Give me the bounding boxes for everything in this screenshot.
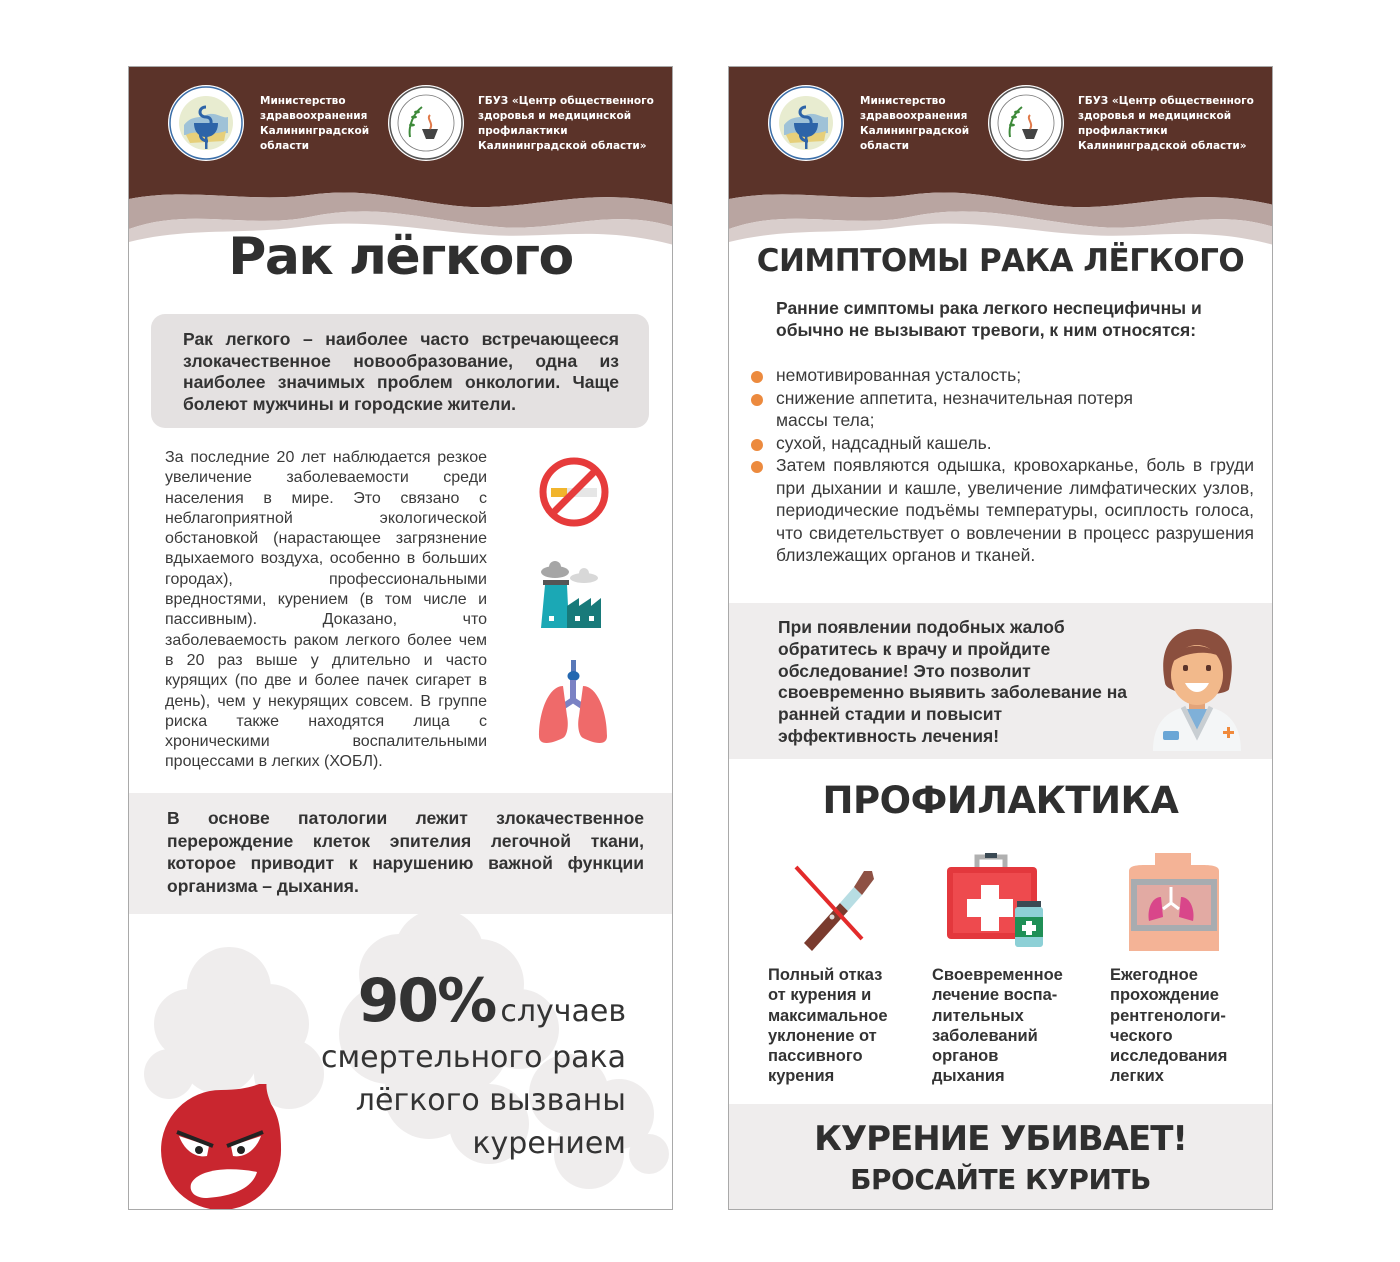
public-health-center-emblem-icon bbox=[988, 85, 1064, 161]
doctor-advice-box bbox=[729, 603, 1272, 759]
risk-factors-text: За последние 20 лет наблюдается резкое увеличение заболеваемости среди населения в мире. Это связано с неблагоприятной экологической обстановкой (нарастающее загрязнение вдыхаемого воздуха, особенно в больших городах), профессиональными вредностями, курением (в том числе и пассивным). Доказано, что заболеваемость раком легкого более чем в 20 раз выше у длительно и часто курящих (по две и более пачек сигарет в день), чем у некурящих совсем. В группе риска также находятся лица с хроническими воспалительными процессами в легких (ХОБЛ). bbox=[165, 449, 487, 771]
prevention-text-2: Своевременное лечение воспа- лительных заболеваний органов дыхания bbox=[932, 966, 1063, 1086]
list-item: сухой, надсадный кашель. bbox=[749, 432, 1254, 455]
bullet-icon bbox=[751, 371, 763, 383]
chest-xray-icon bbox=[1119, 851, 1229, 951]
prevention-text-1: Полный отказ от курения и максимальное уклонение от пассивного курения bbox=[768, 966, 888, 1086]
doctor-avatar-icon bbox=[1147, 623, 1247, 751]
right-leaflet-panel bbox=[728, 66, 1273, 1210]
leaflet-header bbox=[129, 67, 672, 247]
lungs-icon bbox=[529, 656, 619, 756]
symptoms-title: СИМПТОМЫ РАКА ЛЁГКОГО bbox=[756, 243, 1245, 279]
prevention-title: ПРОФИЛАКТИКА bbox=[822, 779, 1179, 822]
intro-text: Рак легкого – наиболее часто встречающееся злокачественное новообразование, одна из наиболее значимых проблем онкологии. Чаще болеют мужчины и городские жители. bbox=[183, 329, 619, 414]
bullet-icon bbox=[751, 394, 763, 406]
doctor-advice-text: При появлении подобных жалоб обратитесь к врачу и пройдите обследование! Это позволит своевременно выявить заболевание на ранней стадии и повысит эффективность лечения! bbox=[778, 617, 1127, 746]
public-health-center-emblem-icon bbox=[388, 85, 464, 161]
left-leaflet-panel bbox=[128, 66, 673, 1210]
factory-pollution-icon bbox=[529, 556, 619, 646]
bullet-icon bbox=[751, 439, 763, 451]
bullet-icon bbox=[751, 461, 763, 473]
slogan-main: КУРЕНИЕ УБИВАЕТ! bbox=[814, 1119, 1187, 1159]
ministry-health-emblem-icon bbox=[768, 85, 844, 161]
slogan-box bbox=[729, 1104, 1272, 1210]
public-health-center-name: ГБУЗ «Центр общественного здоровья и медицинской профилактики Калининградской области» bbox=[478, 95, 654, 152]
leaflet-header bbox=[729, 67, 1272, 247]
angry-face-icon bbox=[157, 1084, 285, 1210]
ministry-health-emblem-icon bbox=[168, 85, 244, 161]
statistic-section bbox=[129, 914, 672, 1210]
no-vape-icon bbox=[784, 851, 894, 951]
slogan-sub: БРОСАЙТЕ КУРИТЬ bbox=[850, 1163, 1151, 1196]
prevention-text-3: Ежегодное прохождение рентгенологи- ческого исследования легких bbox=[1110, 966, 1228, 1086]
no-smoking-icon bbox=[529, 450, 619, 540]
statistic-value: 90% bbox=[357, 966, 496, 1036]
ministry-name: Министерство здравоохранения Калининградской области bbox=[860, 95, 970, 152]
statistic-text: 90% случаев смертельного рака лёгкого вызваны курением bbox=[321, 966, 626, 1161]
intro-box bbox=[151, 314, 649, 428]
list-item: снижение аппетита, незначительная потеря массы тела; bbox=[749, 387, 1254, 432]
pathology-box bbox=[129, 793, 672, 914]
public-health-center-name: ГБУЗ «Центр общественного здоровья и медицинской профилактики Калининградской области» bbox=[1078, 95, 1254, 152]
first-aid-kit-icon bbox=[943, 851, 1053, 951]
pathology-text: В основе патологии лежит злокачественное перерождение клеток эпителия легочной ткани, которое приводит к нарушению важной функции организма – дыхания. bbox=[167, 808, 644, 896]
list-item: Затем появляются одышка, кровохарканье, боль в груди при дыхании и кашле, увеличение лимфатических узлов, периодические подъёмы температуры, осиплость голоса, что свидетельствует о вовлечении в процесс разрушения близлежащих органов и тканей. bbox=[749, 454, 1254, 567]
list-item: немотивированная усталость; bbox=[749, 364, 1254, 387]
symptom-list bbox=[749, 364, 1254, 567]
symptoms-lead: Ранние симптомы рака легкого неспецифичны и обычно не вызывают тревоги, к ним относятся: bbox=[776, 298, 1202, 340]
ministry-name: Министерство здравоохранения Калининградской области bbox=[260, 95, 370, 152]
page-title: Рак лёгкого bbox=[228, 227, 573, 287]
